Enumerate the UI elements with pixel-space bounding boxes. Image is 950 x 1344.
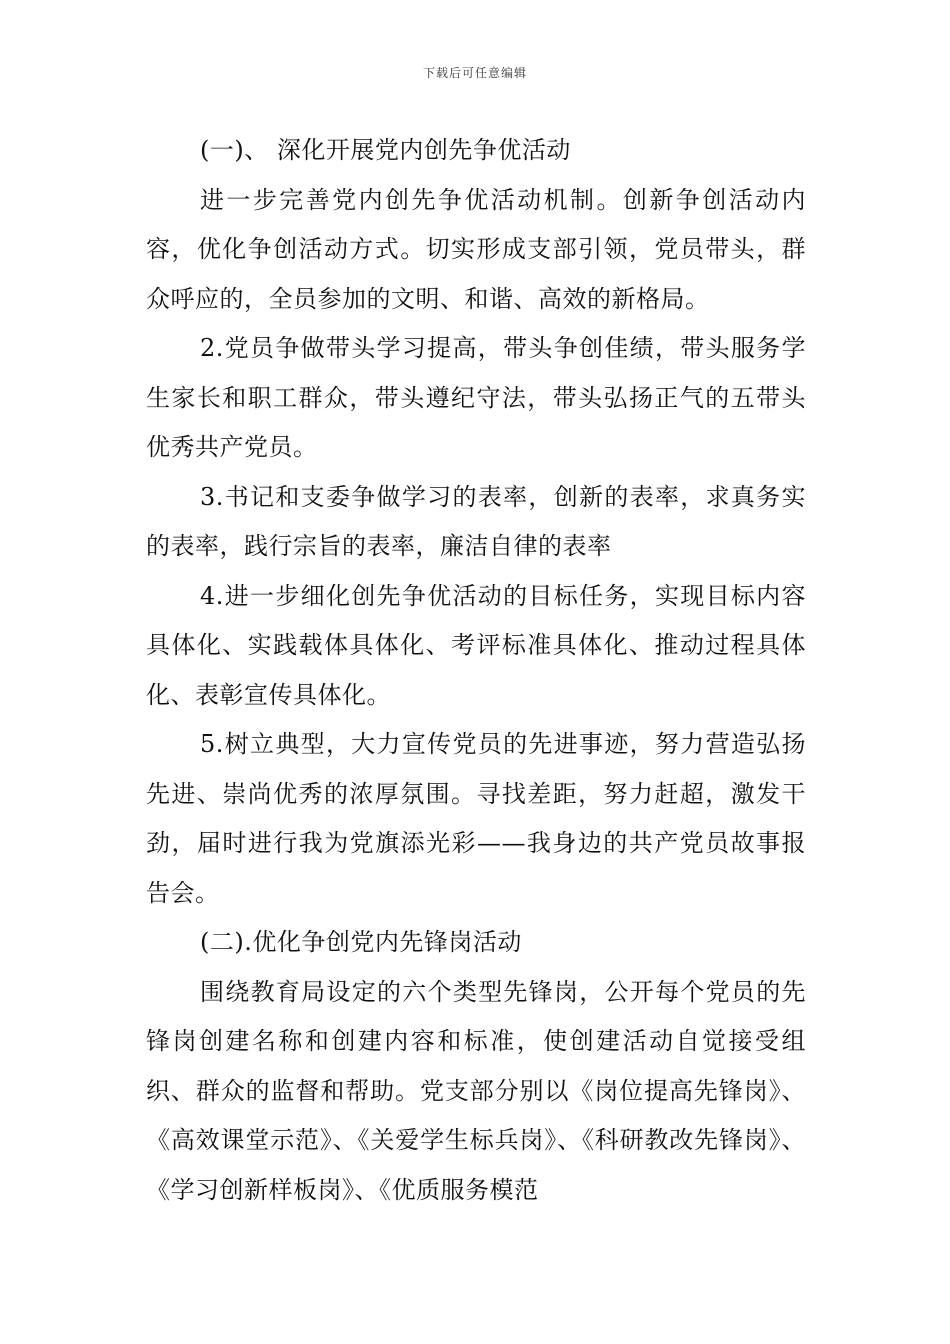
paragraph-3: 3.书记和支委争做学习的表率，创新的表率，求真务实的表率，践行宗旨的表率，廉洁自律的表率	[146, 482, 806, 560]
section-heading-1: (一)、 深化开展党内创先争优活动	[200, 136, 571, 164]
paragraph-6: 围绕教育局设定的六个类型先锋岗，公开每个党员的先锋岗创建名称和创建内容和标准，使创建活动自觉接受组织、群众的监督和帮助。党支部分别以《岗位提高先锋岗》、《高效课堂示范》、《关爱学生标兵岗》、《科研教改先锋岗》、《学习创新样板岗》、《优质服务模范	[146, 977, 806, 1204]
section-heading-2: (二).优化争创党内先锋岗活动	[200, 928, 522, 956]
paragraph-5: 5.树立典型，大力宣传党员的先进事迹，努力营造弘扬先进、崇尚优秀的浓厚氛围。寻找差距，努力赶超，激发干劲，届时进行我为党旗添光彩——我身边的共产党员故事报告会。	[146, 730, 806, 907]
paragraph-2: 2.党员争做带头学习提高，带头争创佳绩，带头服务学生家长和职工群众，带头遵纪守法，带头弘扬正气的五带头优秀共产党员。	[146, 334, 806, 461]
paragraph-4: 4.进一步细化创先争优活动的目标任务，实现目标内容具体化、实践载体具体化、考评标准具体化、推动过程具体化、表彰宣传具体化。	[146, 581, 806, 709]
paragraph-1: 进一步完善党内创先争优活动机制。创新争创活动内容，优化争创活动方式。切实形成支部引领，党员带头，群众呼应的，全员参加的文明、和谐、高效的新格局。	[146, 185, 806, 313]
page-header-watermark: 下载后可任意编辑	[422, 66, 527, 80]
document-body	[146, 126, 806, 1215]
